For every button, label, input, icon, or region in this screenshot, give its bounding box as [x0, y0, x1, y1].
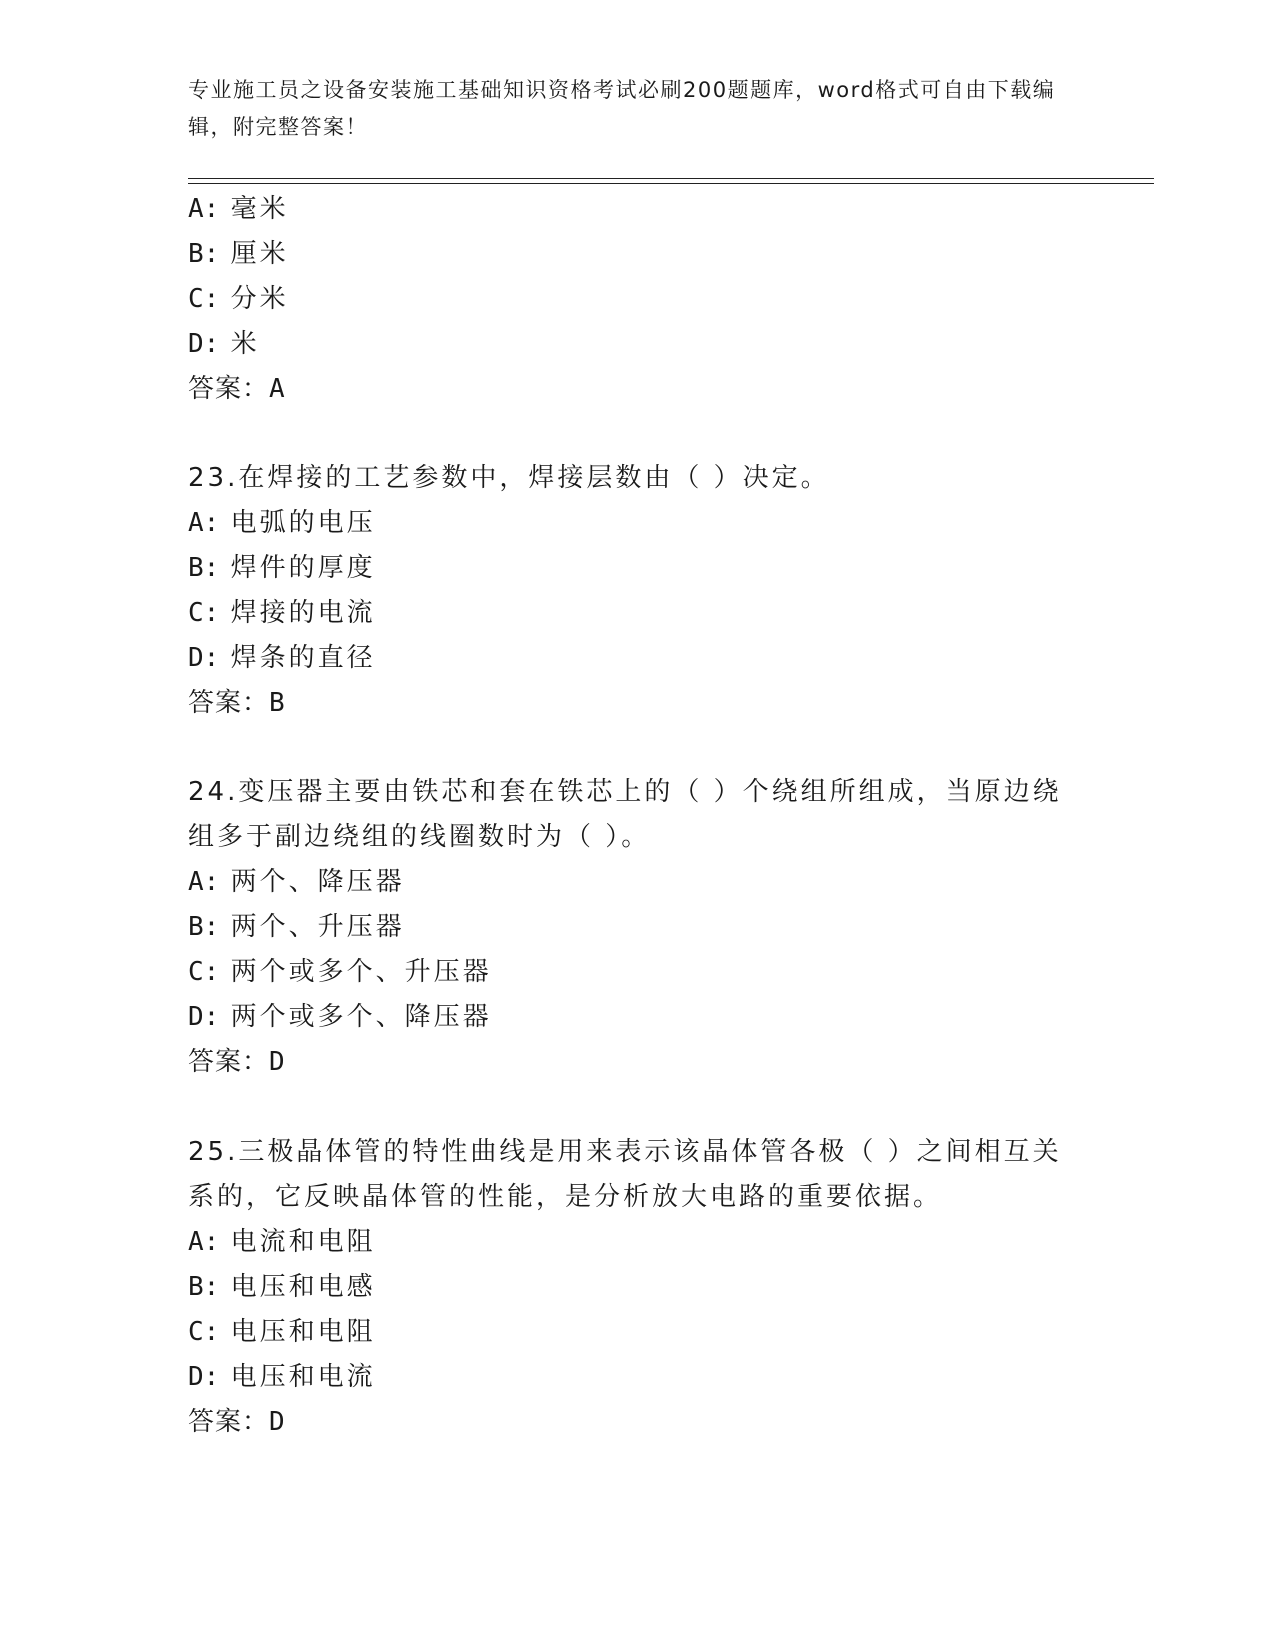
- option-text: 电压和电感: [230, 1272, 376, 1302]
- answer-label: 答案：: [188, 374, 270, 404]
- document-header: 专业施工员之设备安装施工基础知识资格考试必刷200题题库，word格式可自由下载编辑，附完整答案！: [188, 78, 1056, 139]
- option-text: 电压和电阻: [230, 1317, 376, 1347]
- option-text: 米: [230, 329, 260, 359]
- option-text: 焊条的直径: [230, 643, 376, 673]
- option-line: [188, 283, 289, 315]
- option-tag: D:: [188, 329, 220, 359]
- answer-line: [188, 687, 286, 719]
- option-line: [188, 507, 376, 539]
- option-text: 毫米: [230, 194, 289, 224]
- option-tag: D:: [188, 643, 220, 673]
- answer-label: 答案：: [188, 1047, 270, 1077]
- option-line: [188, 1316, 376, 1348]
- option-tag: A:: [188, 1227, 220, 1257]
- option-tag: C:: [188, 1317, 220, 1347]
- option-text: 厘米: [230, 239, 289, 269]
- option-tag: C:: [188, 957, 220, 987]
- option-text: 两个、升压器: [230, 912, 405, 942]
- answer-label: 答案：: [188, 688, 270, 718]
- option-line: [188, 1271, 376, 1303]
- option-line: [188, 552, 376, 584]
- option-line: [188, 1001, 492, 1033]
- option-text: 电弧的电压: [230, 508, 376, 538]
- option-text: 焊件的厚度: [230, 553, 376, 583]
- option-line: [188, 328, 260, 360]
- option-line: [188, 866, 405, 898]
- option-text: 焊接的电流: [230, 598, 376, 628]
- option-text: 两个或多个、降压器: [230, 1002, 492, 1032]
- header-rule-bottom: [188, 183, 1154, 184]
- option-tag: D:: [188, 1362, 220, 1392]
- answer-value: B: [269, 688, 286, 718]
- option-text: 两个、降压器: [230, 867, 405, 897]
- answer-value: D: [269, 1407, 286, 1437]
- answer-value: A: [269, 374, 286, 404]
- option-tag: B:: [188, 239, 220, 269]
- answer-label: 答案：: [188, 1407, 270, 1437]
- option-line: [188, 193, 289, 225]
- option-text: 两个或多个、升压器: [230, 957, 492, 987]
- option-tag: B:: [188, 912, 220, 942]
- option-tag: A:: [188, 508, 220, 538]
- option-tag: C:: [188, 598, 220, 628]
- option-tag: A:: [188, 867, 220, 897]
- option-line: [188, 238, 289, 270]
- question-text: 24.变压器主要由铁芯和套在铁芯上的（ ）个绕组所组成，当原边绕: [188, 777, 1062, 807]
- option-text: 分米: [230, 284, 289, 314]
- option-text: 电压和电流: [230, 1362, 376, 1392]
- answer-line: [188, 373, 286, 405]
- answer-line: [188, 1406, 286, 1438]
- answer-value: D: [269, 1047, 286, 1077]
- option-line: [188, 1361, 376, 1393]
- option-line: [188, 1226, 376, 1258]
- option-tag: B:: [188, 1272, 220, 1302]
- option-tag: B:: [188, 553, 220, 583]
- question-text: 25.三极晶体管的特性曲线是用来表示该晶体管各极（ ）之间相互关: [188, 1137, 1062, 1167]
- option-text: 电流和电阻: [230, 1227, 376, 1257]
- option-tag: D:: [188, 1002, 220, 1032]
- option-line: [188, 597, 376, 629]
- question-text: 23.在焊接的工艺参数中，焊接层数由（ ）决定。: [188, 463, 830, 493]
- question-text: 系的，它反映晶体管的性能，是分析放大电路的重要依据。: [188, 1182, 943, 1212]
- question-text: 组多于副边绕组的线圈数时为（ ）。: [188, 822, 651, 852]
- answer-line: [188, 1046, 286, 1078]
- option-tag: C:: [188, 284, 220, 314]
- header-rule-top: [188, 178, 1154, 179]
- option-line: [188, 956, 492, 988]
- option-line: [188, 911, 405, 943]
- option-line: [188, 642, 376, 674]
- option-tag: A:: [188, 194, 220, 224]
